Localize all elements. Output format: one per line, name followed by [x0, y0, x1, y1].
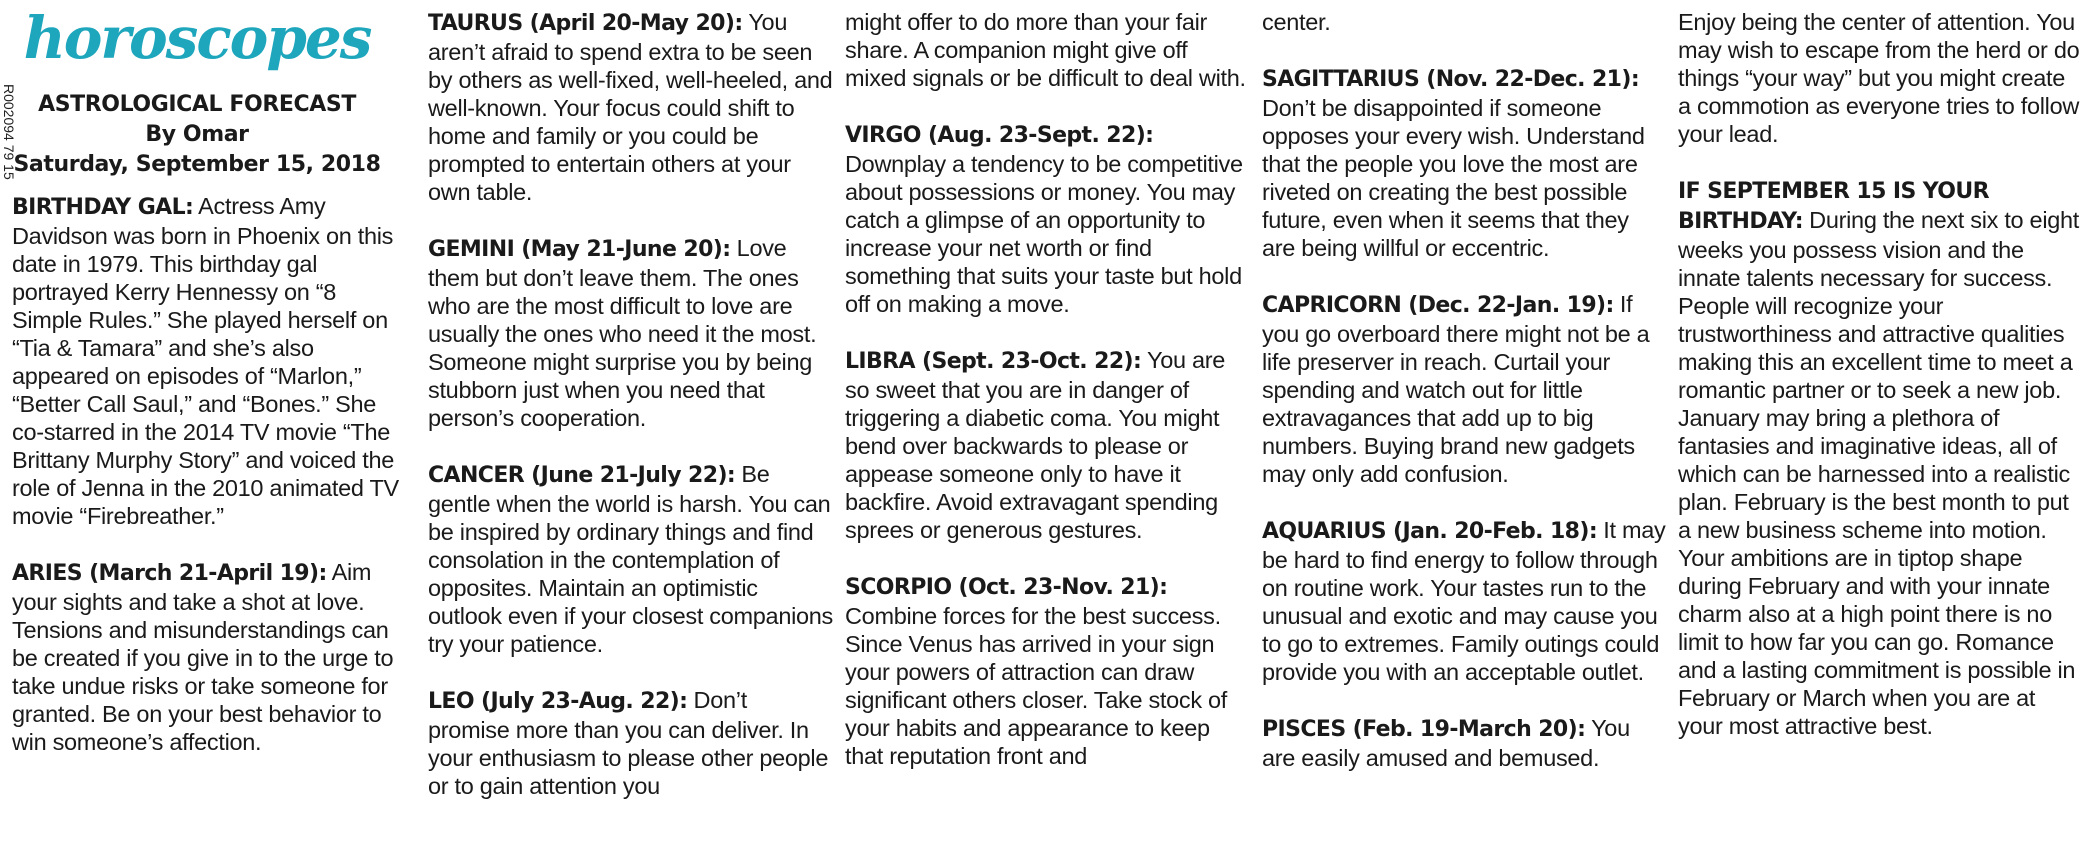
birthday-text: During the next six to eight weeks you possess vision and the innate talents necessary for success. People will recognize your trustworthiness and attractive qualities making this an excellent time to meet a romantic partner or to seek a new job. January may bring a plethora of fantasies and imaginative ideas, all of which can be harnessed into a realistic plan. February is the best month to put a new business scheme into motion. Your ambitions are in tiptop shape during February and with your innate charm also at a high point there is no limit to how far you can go. Romance and a lasting commitment is possible in February or March when you are at your most attractive best. — [1678, 207, 2080, 739]
sagittarius-label: SAGITTARIUS (Nov. 22-Dec. 21): — [1262, 67, 1640, 92]
pisces-continued: Enjoy being the center of attention. You may wish to escape from the herd or do things “your way” but you might create a commotion as everyone tries to follow your lead. — [1678, 9, 2080, 147]
forecast-subtitle: ASTROLOGICAL FORECAST — [38, 92, 356, 117]
ad-code: R002094 79 15 — [1, 84, 17, 180]
aries-entry — [12, 558, 402, 756]
scorpio-label: SCORPIO (Oct. 23-Nov. 21): — [845, 575, 1168, 600]
scorpio-text: Combine forces for the best success. Since Venus has arrived in your sign your powers of attraction can draw significant others closer. Take stock of your habits and appearance to keep that reputation front and — [845, 603, 1228, 769]
header-block — [12, 90, 402, 180]
capricorn-text: If you go overboard there might not be a life preserver in reach. Curtail your spending and watch out for little extravagances that add up to big numbers. Buying brand new gadgets may only add confusion. — [1262, 291, 1650, 487]
libra-label: LIBRA (Sept. 23-Oct. 22): — [845, 349, 1142, 374]
leo-text: Don’t promise more than you can deliver. In your enthusiasm to please other people or to gain attention you — [428, 687, 829, 799]
byline: By Omar — [145, 122, 249, 147]
pisces-entry — [1262, 714, 1667, 772]
aquarius-text: It may be hard to find energy to follow through on routine work. Your tastes run to the unusual and exotic and may cause you to go to extremes. Family outings could provide you with an acceptable outlet. — [1262, 517, 1666, 685]
virgo-label: VIRGO (Aug. 23-Sept. 22): — [845, 123, 1154, 148]
page-title: horoscopes — [23, 4, 371, 72]
sagittarius-text: Don’t be disappointed if someone opposes your every wish. Understand that the people you love the most are riveted on creating the best possible future, even when it seems that they are being willful or eccentric. — [1262, 95, 1645, 261]
aries-text: Aim your sights and take a shot at love. Tensions and misunderstandings can be created if you give in to the urge to take undue risks or take someone for granted. Be on your best behavior to win someone’s affection. — [12, 559, 394, 755]
birthday-gal-text: Actress Amy Davidson was born in Phoenix on this date in 1979. This birthday gal portrayed Kerry Hennessy on “8 Simple Rules.” She played herself on “Tia & Tamara” and she’s also appeared on episodes of “Marlon,” “Better Call Saul,” and “Bones.” She co-starred in the 2014 TV movie “The Brittany Murphy Story” and voiced the role of Jenna in the 2010 animated TV movie “Firebreather.” — [12, 193, 399, 529]
cancer-label: CANCER (June 21-July 22): — [428, 463, 736, 488]
column-2 — [428, 8, 833, 828]
column-4 — [1262, 8, 1667, 800]
leo-entry — [428, 686, 833, 800]
pisces-label: PISCES (Feb. 19-March 20): — [1262, 717, 1586, 742]
scorpio-entry — [845, 572, 1250, 770]
leo-label: LEO (July 23-Aug. 22): — [428, 689, 688, 714]
aries-label: ARIES (March 21-April 19): — [12, 561, 327, 586]
birthday-entry — [1678, 176, 2083, 740]
taurus-entry — [428, 8, 833, 206]
virgo-text: Downplay a tendency to be competitive about possessions or money. You may catch a glimpse of an opportunity to increase your net worth or find something that suits your taste but hold off on making a move. — [845, 151, 1243, 317]
scorpio-continued: center. — [1262, 9, 1331, 35]
aquarius-entry — [1262, 516, 1667, 686]
birthday-gal-label: BIRTHDAY GAL: — [12, 195, 194, 220]
birthday-gal-entry — [12, 192, 402, 530]
gemini-text: Love them but don’t leave them. The ones who are the most difficult to love are usually the ones who need it the most. Someone might surprise you by being stubborn just when you need that person’s cooperation. — [428, 235, 817, 431]
gemini-label: GEMINI (May 21-June 20): — [428, 237, 731, 262]
sagittarius-entry — [1262, 64, 1667, 262]
column-3 — [845, 8, 1250, 798]
column-5 — [1678, 8, 2083, 768]
column-1 — [12, 4, 402, 784]
libra-text: You are so sweet that you are in danger of triggering a diabetic coma. You might bend over backwards to please or appease someone only to have it backfire. Avoid extravagant spending sprees or generous gestures. — [845, 347, 1226, 543]
cancer-text: Be gentle when the world is harsh. You can be inspired by ordinary things and find consolation in the contemplation of opposites. Maintain an optimistic outlook even if your closest companions try your patience. — [428, 461, 834, 657]
birthday-label: IF SEPTEMBER 15 IS YOUR BIRTHDAY: — [1678, 179, 1990, 234]
virgo-entry — [845, 120, 1250, 318]
leo-continued: might offer to do more than your fair share. A companion might give off mixed signals or be difficult to deal with. — [845, 9, 1246, 91]
date-line: Saturday, September 15, 2018 — [13, 152, 381, 177]
cancer-entry — [428, 460, 833, 658]
capricorn-label: CAPRICORN (Dec. 22-Jan. 19): — [1262, 293, 1614, 318]
taurus-label: TAURUS (April 20-May 20): — [428, 11, 743, 36]
taurus-text: You aren’t afraid to spend extra to be seen by others as well-fixed, well-heeled, and well-known. Your focus could shift to home and family or you could be prompted to entertain others at your own table. — [428, 9, 833, 205]
capricorn-entry — [1262, 290, 1667, 488]
libra-entry — [845, 346, 1250, 544]
gemini-entry — [428, 234, 833, 432]
aquarius-label: AQUARIUS (Jan. 20-Feb. 18): — [1262, 519, 1598, 544]
pisces-text: You are easily amused and bemused. — [1262, 715, 1630, 771]
